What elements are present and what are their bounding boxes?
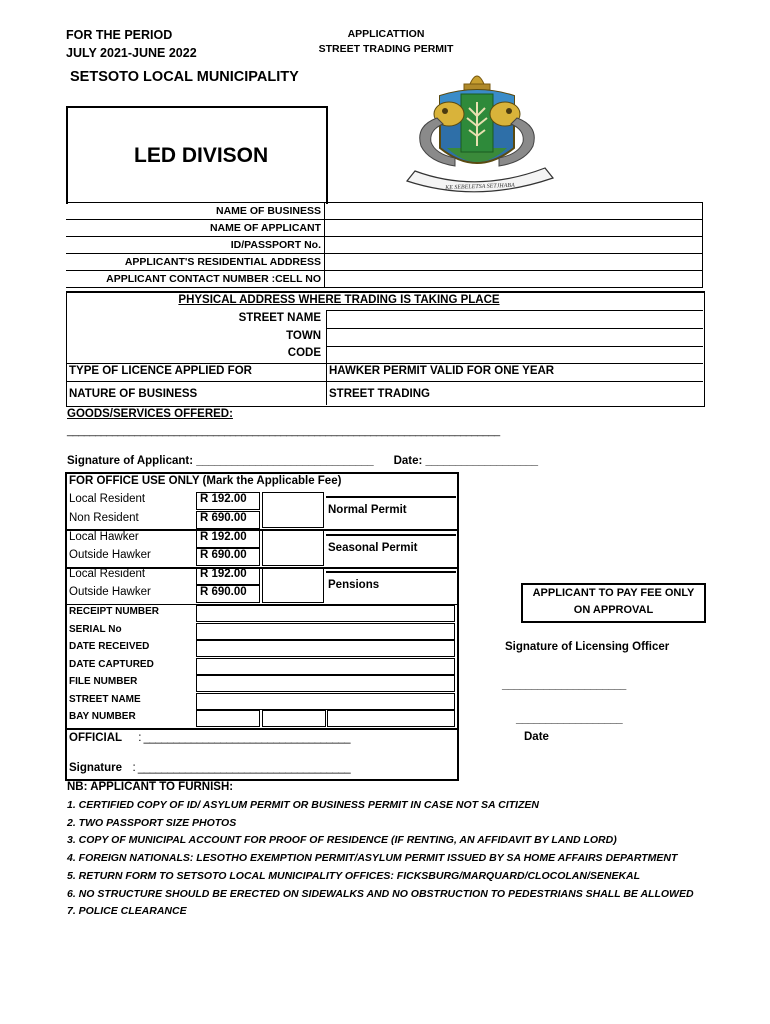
fee-mark-box[interactable] (262, 567, 324, 603)
nature-of-business-label: NATURE OF BUSINESS (69, 388, 198, 400)
physical-address-heading: PHYSICAL ADDRESS WHERE TRADING IS TAKING PLACE (178, 294, 500, 306)
application-line-2: STREET TRADING PERMIT (318, 43, 454, 55)
official-row (69, 732, 350, 744)
record-field-label: FILE NUMBER (69, 676, 138, 687)
applicant-field-row (66, 237, 703, 254)
requirements-list (67, 797, 757, 921)
fee-mark-box[interactable] (262, 492, 324, 528)
applicant-signature-line[interactable]: ______________________________ (196, 455, 374, 467)
record-field-input[interactable] (196, 658, 455, 675)
permit-group-label: Seasonal Permit (326, 534, 456, 570)
approval-line-1: APPLICANT TO PAY FEE ONLY (532, 587, 695, 599)
applicant-field-label: APPLICANT CONTACT NUMBER :CELL NO (66, 271, 325, 288)
permit-group-label: Pensions (326, 571, 456, 607)
fee-category-label: Local Resident (69, 493, 146, 505)
permit-group-label: Normal Permit (326, 496, 456, 532)
record-field-input[interactable] (196, 623, 455, 640)
applicant-details-table (66, 202, 703, 288)
applicant-date-label: Date: (393, 455, 423, 467)
svg-text:KE SEBELETSA SETJHABA: KE SEBELETSA SETJHABA (445, 182, 515, 192)
period-header (66, 26, 197, 62)
fee-category-label: Non Resident (69, 512, 139, 524)
fee-amount: R 192.00 (196, 530, 260, 548)
record-field-input[interactable] (196, 710, 260, 727)
municipality-name: SETSOTO LOCAL MUNICIPALITY (70, 69, 299, 85)
licence-type-label: TYPE OF LICENCE APPLIED FOR (69, 365, 252, 377)
applicant-field-row (66, 271, 703, 288)
applicant-field-row (66, 203, 703, 220)
municipal-crest-logo (385, 66, 575, 198)
approval-notice (521, 583, 706, 623)
fee-amount: R 690.00 (196, 548, 260, 566)
officer-date-line[interactable]: __________________ (516, 713, 623, 725)
record-field-label: DATE CAPTURED (69, 658, 154, 670)
application-title (300, 27, 472, 57)
official-label: OFFICIAL (69, 732, 122, 744)
office-use-title: FOR OFFICE USE ONLY (Mark the Applicable Fee) (69, 475, 342, 487)
requirement-item: 7. POLICE CLEARANCE (67, 905, 187, 918)
fee-category-label: Local Resident (69, 568, 146, 580)
applicant-field-row (66, 220, 703, 237)
office-signature-line[interactable]: : ____________________________________ (132, 762, 351, 774)
fee-amount: R 192.00 (196, 492, 260, 510)
approval-line-2: ON APPROVAL (573, 604, 654, 616)
officer-date-label: Date (524, 731, 549, 743)
applicant-field-input[interactable] (325, 271, 703, 288)
nature-of-business-value[interactable]: STREET TRADING (329, 388, 430, 400)
record-field-label: DATE RECEIVED (69, 641, 150, 652)
goods-services-label: GOODS/SERVICES OFFERED: (67, 408, 233, 420)
fee-category-label: Outside Hawker (69, 586, 151, 598)
record-field-input[interactable] (196, 605, 455, 622)
applicant-signature-label: Signature of Applicant: (67, 455, 194, 467)
office-use-box (65, 472, 459, 781)
licensing-officer-label: Signature of Licensing Officer (505, 641, 670, 653)
applicant-date-line[interactable]: ___________________ (425, 455, 538, 467)
applicant-field-row (66, 254, 703, 271)
record-field-label: SERIAL No (69, 623, 122, 635)
licence-type-value[interactable]: HAWKER PERMIT VALID FOR ONE YEAR (329, 365, 555, 377)
notes-title: NB: APPLICANT TO FURNISH: (67, 781, 234, 793)
fee-mark-box[interactable] (262, 530, 324, 566)
licensing-officer-signature-line[interactable]: _____________________ (502, 679, 626, 691)
requirement-item: 4. FOREIGN NATIONALS: LESOTHO EXEMPTION PERMIT/ASYLUM PERMIT ISSUED BY SA HOME AFFAIRS DEPARTMENT (67, 852, 678, 865)
applicant-field-label: NAME OF BUSINESS (66, 203, 325, 220)
goods-services-line[interactable]: _____________________________________________________________________________ (67, 425, 500, 437)
department-box (66, 106, 328, 204)
requirement-item: 1. CERTIFIED COPY OF ID/ ASYLUM PERMIT OR BUSINESS PERMIT IN CASE NOT SA CITIZEN (67, 799, 539, 811)
code-label: CODE (287, 347, 321, 359)
fee-amount: R 690.00 (196, 511, 260, 529)
requirement-item: 3. COPY OF MUNICIPAL ACCOUNT FOR PROOF OF RESIDENCE (IF RENTING, AN AFFIDAVIT BY LAND LORD) (67, 834, 617, 847)
record-field-input[interactable] (196, 693, 455, 710)
street-name-label: STREET NAME (238, 312, 321, 324)
application-line-1: APPLICATTION (347, 28, 425, 40)
record-field-label: RECEIPT NUMBER (69, 606, 160, 617)
record-field-input[interactable] (196, 640, 455, 657)
town-label: TOWN (286, 330, 321, 342)
fee-amount: R 192.00 (196, 567, 260, 585)
applicant-field-input[interactable] (325, 220, 703, 237)
fee-category-label: Local Hawker (69, 531, 139, 543)
department-title: LED DIVISON (134, 144, 269, 167)
fee-category-label: Outside Hawker (69, 549, 151, 561)
period-line-1: FOR THE PERIOD (66, 28, 173, 42)
official-line[interactable]: : ___________________________________ (138, 732, 350, 744)
bay-number-input[interactable] (262, 710, 326, 727)
applicant-field-input[interactable] (325, 237, 703, 254)
office-signature-label: Signature (69, 762, 123, 774)
bay-number-input[interactable] (327, 710, 455, 727)
applicant-field-label: APPLICANT'S RESIDENTIAL ADDRESS (66, 254, 325, 271)
applicant-field-label: ID/PASSPORT No. (66, 237, 325, 254)
period-line-2: JULY 2021-JUNE 2022 (66, 46, 197, 60)
applicant-field-label: NAME OF APPLICANT (66, 220, 325, 237)
requirement-item: 5. RETURN FORM TO SETSOTO LOCAL MUNICIPALITY OFFICES: FICKSBURG/MARQUARD/CLOCOLAN/SENEKAL (67, 869, 641, 882)
applicant-field-input[interactable] (325, 203, 703, 220)
record-field-input[interactable] (196, 675, 455, 692)
record-field-label: STREET NAME (69, 693, 141, 705)
applicant-signature-row (67, 455, 538, 467)
fee-amount: R 690.00 (196, 585, 260, 603)
requirement-item: 6. NO STRUCTURE SHOULD BE ERECTED ON SIDEWALKS AND NO OBSTRUCTION TO PEDESTRIANS SHALL BE ALLOWED (67, 887, 694, 900)
record-field-label: BAY NUMBER (69, 711, 136, 722)
applicant-field-input[interactable] (325, 254, 703, 271)
physical-address-section (66, 291, 705, 407)
office-signature-row (69, 762, 350, 774)
requirement-item: 2. TWO PASSPORT SIZE PHOTOS (67, 816, 237, 829)
